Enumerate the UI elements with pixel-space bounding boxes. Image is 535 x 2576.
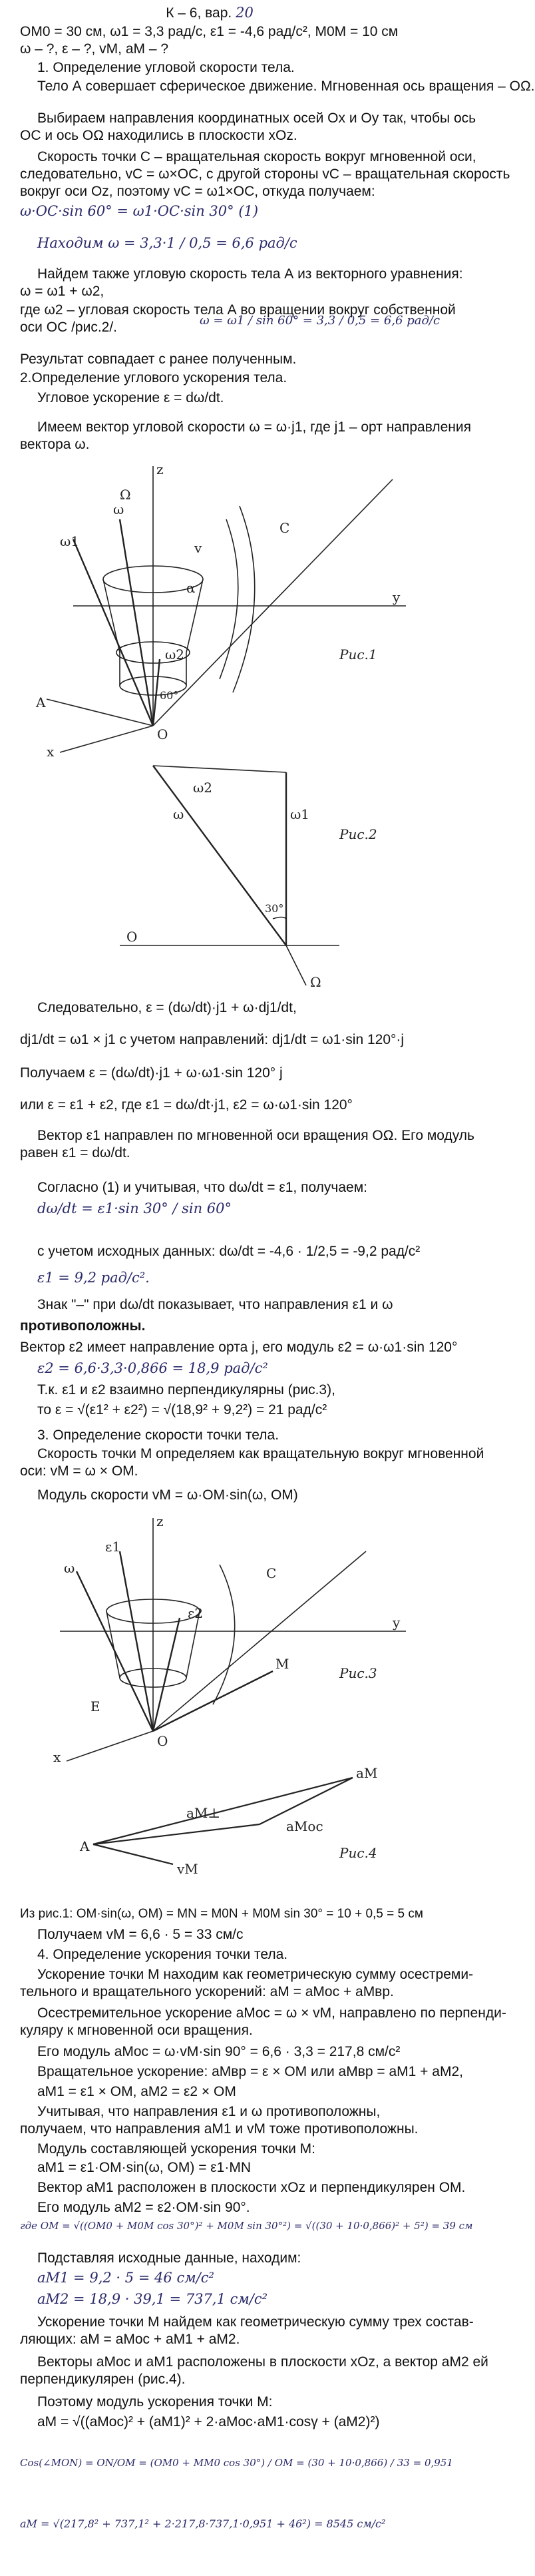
para: Ускорение точки М находим как геометрическую сумму осестреми- <box>37 1967 474 1982</box>
fig4-aMb: aM⊥ <box>186 1805 221 1821</box>
para: получаем, что направления aM1 и vM тоже противоположны. <box>20 2121 419 2137</box>
fig2-omega2: ω2 <box>193 780 213 796</box>
fig1-omega2: ω2 <box>165 646 185 662</box>
para: Модуль скорости vM = ω·OM·sin(ω, OM) <box>37 1487 298 1503</box>
figure-3 <box>20 1511 406 1764</box>
page-title <box>0 4 419 23</box>
para: Скорость точки М определяем как вращательную вокруг мгновенной <box>37 1446 484 1461</box>
handwritten: dω/dt = ε1·sin 30° / sin 60° <box>37 1200 232 1216</box>
handwritten: aM2 = 18,9 · 39,1 = 737,1 см/с² <box>37 2291 268 2307</box>
para: aM1 = ε1 × OM, aM2 = ε2 × OM <box>37 2084 236 2099</box>
fig1-alpha: α <box>186 580 196 596</box>
fig3-x: x <box>53 1749 61 1765</box>
fig2-O: O <box>126 929 138 945</box>
section-2-heading: 2.Определение углового ускорения тела. <box>20 370 287 386</box>
omega-vector <box>120 519 153 726</box>
fig3-z: z <box>156 1513 164 1529</box>
para: Векторы aMос и aM1 расположены в плоскости xOz, а вектор aM2 ей <box>37 2354 488 2370</box>
variant-number: 20 <box>236 5 254 21</box>
section-1-heading: 1. Определение угловой скорости тела. <box>37 60 295 75</box>
para: вектора ω. <box>20 437 90 452</box>
para: с учетом исходных данных: dω/dt = -4,6 · 1/2,5 = -9,2 рад/с² <box>37 1244 421 1259</box>
omega2-vector <box>153 659 160 726</box>
fig4-aM: aM <box>356 1765 378 1781</box>
handwritten: ε2 = 6,6·3,3·0,866 = 18,9 рад/с² <box>37 1360 268 1376</box>
para: Следовательно, ε = (dω/dt)·j1 + ω·dj1/dt, <box>37 1000 297 1015</box>
para: Учитывая, что направления ε1 и ω противоположны, <box>37 2104 381 2119</box>
para: ляющих: aM = aMос + aM1 + aM2. <box>20 2332 240 2347</box>
para: Выбираем направления координатных осей Ox и Oy так, чтобы ось <box>37 111 476 126</box>
para: Результат совпадает с ранее полученным. <box>20 352 297 367</box>
fig1-C: C <box>279 520 290 536</box>
para: или ε = ε1 + ε2, где ε1 = dω/dt·j1, ε2 = ω·ω1·sin 120° <box>20 1097 353 1113</box>
fig1-omega: ω <box>113 501 124 517</box>
handwritten: aM = √(217,8² + 737,1² + 2·217,8·737,1·0,951 + 46²) = 8545 см/с² <box>20 2517 386 2530</box>
fig1-O: O <box>157 726 168 742</box>
figure-4 <box>20 1764 406 1884</box>
section-4-heading: 4. Определение ускорения точки тела. <box>37 1947 288 1962</box>
fig1-v: v <box>194 540 202 556</box>
para: Поэтому модуль ускорения точки М: <box>37 2394 273 2410</box>
para: Получаем vM = 6,6 · 5 = 33 см/с <box>37 1927 244 1942</box>
fig1-z: z <box>156 461 164 477</box>
fig3-omega: ω <box>64 1560 75 1576</box>
para: ε1 = 9,2 рад/с². <box>37 1270 150 1286</box>
para: равен ε1 = dω/dt. <box>20 1145 130 1160</box>
fig1-x: x <box>47 744 55 760</box>
para: Вращательное ускорение: aMвр = ε × OM или aMвр = aM1 + aM2, <box>37 2064 463 2079</box>
fig2-angle: 30° <box>265 902 284 915</box>
fig1-angle: 60° <box>160 689 179 702</box>
para: вокруг оси Oz, поэтому vC = ω1×OC, откуда получаем: <box>20 184 375 199</box>
fig4-v: vM <box>177 1861 198 1877</box>
para: Осестремительное ускорение aMос = ω × vM, направлено по перпенди- <box>37 2005 506 2021</box>
fig1-A: A <box>36 694 46 710</box>
handwritten: где OM = √((OM0 + M0M cos 30°)² + M0M sin 30°²) = √((30 + 10·0,866)² + 5²) = 39 см <box>20 2220 473 2232</box>
title-text: К – 6, вар. <box>166 5 232 21</box>
para: оси: vM = ω × OM. <box>20 1463 138 1479</box>
para: Т.к. ε1 и ε2 взаимно перпендикулярны (рис.3), <box>37 1382 335 1398</box>
handwritten-omega: ω = ω1 / sin 60° = 3,3 / 0,5 = 6,6 рад/с <box>200 314 441 328</box>
slant-line <box>153 479 393 726</box>
fig4-caption: Рис.4 <box>339 1845 377 1861</box>
para: Ускорение точки М найдем как геометрическую сумму трех состав- <box>37 2314 474 2330</box>
para: Модуль составляющей ускорения точки М: <box>37 2141 315 2157</box>
fig3-eps2: ε2 <box>188 1605 204 1621</box>
x-axis <box>60 726 153 752</box>
found-omega: Находим ω = 3,3·1 / 0,5 = 6,6 рад/с <box>37 235 297 251</box>
para: тельного и вращательного ускорений: aM = aMос + aMвр. <box>20 1984 394 1999</box>
figure-1 <box>20 459 406 759</box>
fig3-eps1: ε1 <box>105 1539 121 1555</box>
para: Вектор aM1 расположен в плоскости xOz и перпендикулярен OM. <box>37 2180 466 2195</box>
para: Получаем ε = (dω/dt)·j1 + ω·ω1·sin 120° j <box>20 1065 283 1081</box>
fig3-M: M <box>275 1656 289 1672</box>
para: перпендикулярен (рис.4). <box>20 2372 186 2387</box>
fig4-A: A <box>80 1838 90 1854</box>
equation-1: ω·OC·sin 60° = ω1·OC·sin 30° (1) <box>20 203 259 219</box>
para: Его модуль aMос = ω·vM·sin 90° = 6,6 · 3,3 = 217,8 см/с² <box>37 2044 401 2059</box>
para: Найдем также угловую скорость тела А из векторного уравнения: <box>37 266 463 282</box>
para: Скорость точки C – вращательная скорость вокруг мгновенной оси, <box>37 149 476 164</box>
para: Знак "–" при dω/dt показывает, что направления ε1 и ω <box>37 1297 393 1312</box>
fig3-y: y <box>393 1615 401 1631</box>
fig3-O: O <box>157 1733 168 1749</box>
A-line <box>47 699 153 726</box>
para: aM = √((aMос)² + (aM1)² + 2·aMос·aM1·cosγ + (aM2)²) <box>37 2414 380 2430</box>
fig2-omega: ω <box>173 806 184 822</box>
fig3-caption: Рис.3 <box>339 1665 377 1681</box>
fig4-aMc: aMос <box>286 1818 323 1834</box>
fig3-E: E <box>90 1698 100 1714</box>
fig2-caption: Рис.2 <box>339 826 377 842</box>
para: Подставляя исходные данные, находим: <box>37 2250 301 2266</box>
figure-2 <box>20 752 406 992</box>
handwritten: aM1 = 9,2 · 5 = 46 см/с² <box>37 2270 214 2286</box>
given-line-2: ω – ?, ε – ?, vM, aM – ? <box>20 41 169 57</box>
vector-eq: ω = ω1 + ω2, <box>20 284 104 299</box>
para: Вектор ε2 имеет направление орта j, его модуль ε2 = ω·ω1·sin 120° <box>20 1340 458 1355</box>
para: следовательно, vC = ω×OC, с другой стороны vC – вращательная скорость <box>20 166 510 182</box>
fig1-y: y <box>393 589 401 605</box>
para: Вектор ε1 направлен по мгновенной оси вращения OΩ. Его модуль <box>37 1128 474 1143</box>
para: Угловое ускорение ε = dω/dt. <box>37 390 224 405</box>
omega1-vector <box>73 539 153 726</box>
fig1-Omega: Ω <box>120 487 131 503</box>
fig2-Omega: Ω <box>310 974 321 990</box>
para: оси OC /рис.2/. <box>20 320 118 335</box>
handwritten: Cos(∠MON) = ON/OM = (OM0 + MM0 cos 30°) / OM = (30 + 10·0,866) / 33 = 0,951 <box>20 2457 453 2469</box>
fig1-omega1: ω1 <box>60 533 80 549</box>
given-line-1: OM0 = 30 см, ω1 = 3,3 рад/с, ε1 = -4,6 рад/с², M0M = 10 см <box>20 24 399 39</box>
fig2-omega1: ω1 <box>290 806 310 822</box>
para: aM1 = ε1·OM·sin(ω, OM) = ε1·MN <box>37 2160 251 2175</box>
para: OC и ось OΩ находились в плоскости xOz. <box>20 128 297 143</box>
para: Его модуль aM2 = ε2·OM·sin 90°. <box>37 2200 250 2215</box>
fig2-omega-vector <box>153 766 286 945</box>
fig3-C: C <box>266 1565 277 1581</box>
para: где ω2 – угловая скорость тела А во вращении вокруг собственной <box>20 302 456 318</box>
para: то ε = √(ε1² + ε2²) = √(18,9² + 9,2²) = 21 рад/с² <box>37 1402 327 1417</box>
para: Согласно (1) и учитывая, что dω/dt = ε1, получаем: <box>37 1180 367 1195</box>
fig2-Omega-line <box>286 945 306 985</box>
para: Тело А совершает сферическое движение. Мгновенная ось вращения – OΩ. <box>37 79 535 94</box>
fig2-top <box>153 766 286 772</box>
section-3-heading: 3. Определение скорости точки тела. <box>37 1427 279 1443</box>
para: dj1/dt = ω1 × j1 с учетом направлений: dj1/dt = ω1·sin 120°·j <box>20 1032 405 1047</box>
fig1-caption: Рис.1 <box>339 646 377 662</box>
para: противоположны. <box>20 1318 146 1334</box>
para: Из рис.1: OM·sin(ω, OM) = MN = M0N + M0M sin 30° = 10 + 0,5 = 5 см <box>20 1907 423 1921</box>
para: Имеем вектор угловой скорости ω = ω·j1, где j1 – орт направления <box>37 419 472 435</box>
para: куляру к мгновенной оси вращения. <box>20 2023 253 2038</box>
